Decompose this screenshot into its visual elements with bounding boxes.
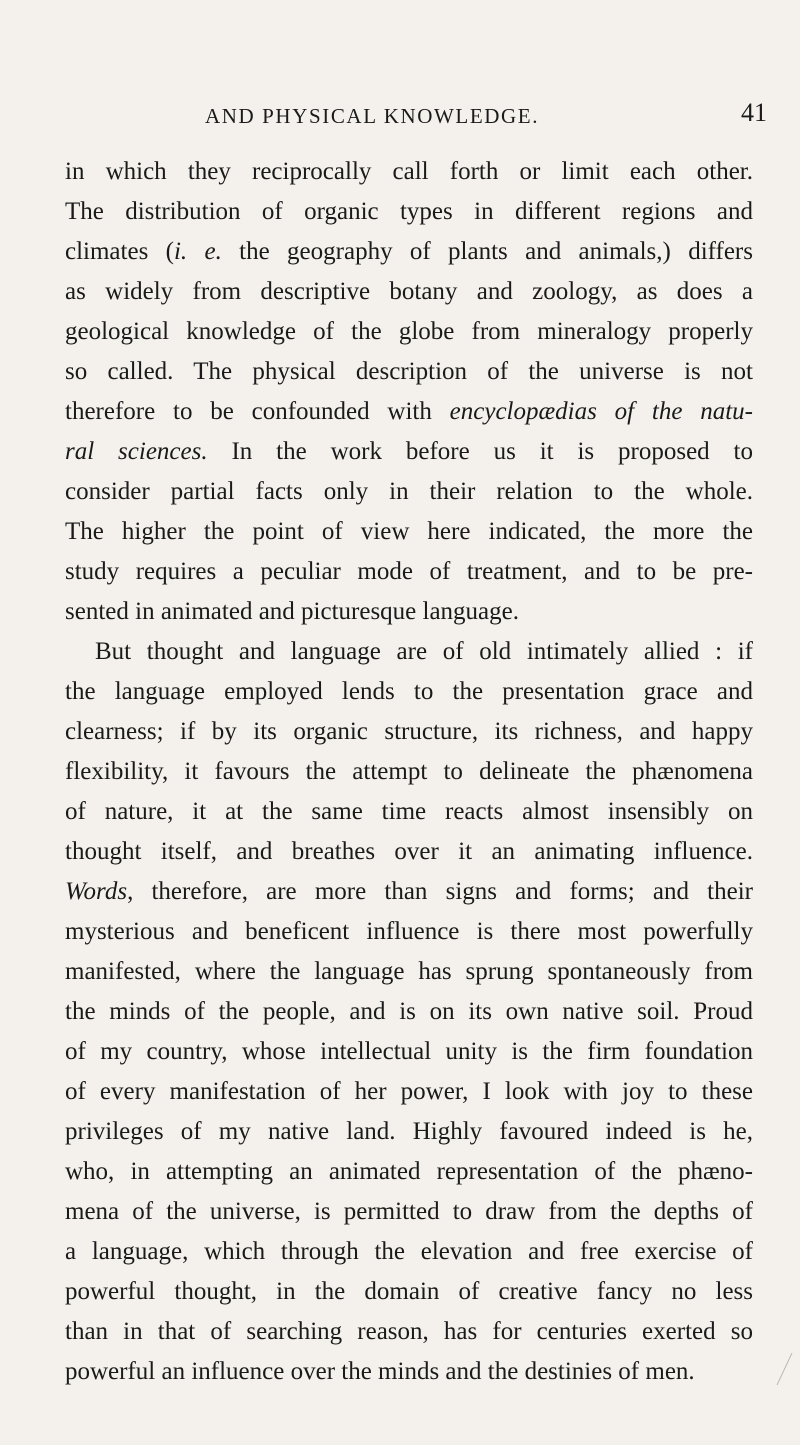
text-line: manifested, where the language has sprung spontaneously from — [65, 958, 753, 985]
text-line: the minds of the people, and is on its own native soil. Proud — [65, 998, 753, 1025]
text-line: But thought and language are of old intimately allied : if — [95, 638, 753, 665]
text-line: mena of the universe, is permitted to draw from the depths of — [65, 1198, 753, 1225]
text-line: The higher the point of view here indicated, the more the — [65, 518, 753, 545]
italic-text: i. e. — [173, 238, 222, 265]
page-number: 41 — [741, 98, 767, 127]
text-line: The distribution of organic types in different regions and — [65, 198, 753, 225]
text-line — [65, 232, 753, 272]
text-span: , therefore, are more than signs and forms; and their — [127, 878, 753, 905]
text-line: as widely from descriptive botany and zoology, as does a — [65, 278, 753, 305]
text-span: therefore to be confounded with — [65, 398, 450, 425]
text-line: a language, which through the elevation and free exercise of — [65, 1238, 753, 1265]
text-line: thought itself, and breathes over it an animating influence. — [65, 838, 753, 865]
text-line: than in that of searching reason, has for centuries exerted so — [65, 1318, 753, 1345]
text-line: so called. The physical description of the universe is not — [65, 358, 753, 385]
text-line: of nature, it at the same time reacts almost insensibly on — [65, 798, 753, 825]
text-line: clearness; if by its organic structure, its richness, and happy — [65, 718, 753, 745]
text-span: climates ( — [65, 238, 174, 265]
text-line — [65, 392, 753, 432]
text-line — [65, 872, 753, 912]
text-line: sented in animated and picturesque language. — [65, 598, 520, 625]
text-line: the language employed lends to the presentation grace and — [65, 678, 753, 705]
running-head: AND PHYSICAL KNOWLEDGE. — [205, 104, 540, 128]
body-text — [65, 152, 753, 1392]
text-line: consider partial facts only in their relation to the whole. — [65, 478, 753, 505]
italic-text: Words — [65, 878, 128, 905]
text-line: privileges of my native land. Highly favoured indeed is he, — [65, 1118, 753, 1145]
text-line: in which they reciprocally call forth or limit each other. — [65, 158, 753, 185]
text-line: geological knowledge of the globe from mineralogy properly — [65, 318, 753, 345]
text-line: flexibility, it favours the attempt to delineate the phænomena — [65, 758, 753, 785]
text-span: the geography of plants and animals,) differs — [221, 238, 753, 265]
text-line: study requires a peculiar mode of treatment, and to be pre- — [65, 558, 753, 585]
text-span: In the work before us it is proposed to — [207, 438, 753, 465]
text-line: powerful an influence over the minds and the destinies of men. — [65, 1358, 695, 1385]
text-line: of my country, whose intellectual unity is the firm foundation — [65, 1038, 753, 1065]
italic-text: encyclopædias of the natu- — [449, 398, 753, 425]
text-line: who, in attempting an animated representation of the phæno- — [65, 1158, 753, 1185]
margin-pencil-mark — [763, 1353, 793, 1385]
text-line — [65, 432, 753, 472]
text-line: powerful thought, in the domain of creative fancy no less — [65, 1278, 753, 1305]
italic-text: ral sciences. — [65, 438, 208, 465]
text-line: mysterious and beneficent influence is there most powerfully — [65, 918, 753, 945]
text-line: of every manifestation of her power, I look with joy to these — [65, 1078, 753, 1105]
